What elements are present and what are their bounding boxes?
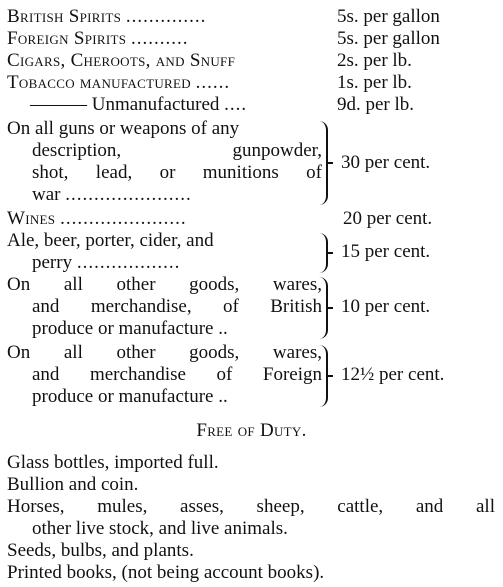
item-label: British Spirits <box>7 6 122 27</box>
item-label: Wines <box>7 208 56 229</box>
item-label: Foreign Spirits <box>7 28 127 49</box>
group-line: On all guns or weapons of any <box>7 118 240 139</box>
leader-dots: .............. <box>125 6 207 27</box>
group-line: war ...................... <box>32 184 192 205</box>
tariff-row-british-spirits <box>7 6 206 28</box>
rate-ale: 15 per cent. <box>341 241 431 262</box>
item-label: Tobacco manufactured <box>7 72 191 93</box>
tariff-row-tobacco-manufactured <box>7 72 230 94</box>
rate-british-spirits: 5s. per gallon <box>337 6 440 27</box>
rate-guns: 30 per cent. <box>341 152 431 173</box>
item-label: Unmanufactured <box>91 94 220 115</box>
list-item: Printed books, (not being account books). <box>7 562 325 583</box>
item-label: Cigars, Cheroots, and Snuff <box>7 50 236 71</box>
tariff-row-wines <box>7 208 187 230</box>
group-line: and merchandise, of British <box>32 296 322 317</box>
leader-dots: .......... <box>130 28 189 49</box>
brace <box>318 121 328 205</box>
rate-tobacco-unmanufactured: 9d. per lb. <box>337 94 415 115</box>
rate-wines: 20 per cent. <box>343 208 433 229</box>
tariff-row-foreign-spirits <box>7 28 188 50</box>
leader-dots: ...................... <box>60 208 187 229</box>
rate-foreign-spirits: 5s. per gallon <box>337 28 440 49</box>
brace <box>318 345 328 407</box>
rate-british-goods: 10 per cent. <box>341 296 431 317</box>
leader-dots: ...................... <box>65 184 192 205</box>
leader-dots: .................. <box>76 252 181 273</box>
group-line: perry .................. <box>32 252 181 273</box>
group-line: On all other goods, wares, <box>7 274 322 295</box>
tariff-row-tobacco-unmanufactured <box>30 94 247 116</box>
group-line: Ale, beer, porter, cider, and <box>7 230 214 251</box>
group-line: On all other goods, wares, <box>7 342 322 363</box>
group-line: shot, lead, or munitions of <box>32 162 322 183</box>
list-item: Horses, mules, asses, sheep, cattle, and all <box>7 496 495 517</box>
free-of-duty-heading: Free of Duty. <box>196 420 307 441</box>
list-item: Bullion and coin. <box>7 474 139 495</box>
brace <box>318 277 328 339</box>
group-line: and merchandise of Foreign <box>32 364 322 385</box>
group-line: produce or manufacture .. <box>32 318 228 339</box>
list-item: Glass bottles, imported full. <box>7 452 219 473</box>
list-item: Seeds, bulbs, and plants. <box>7 540 194 561</box>
brace <box>318 233 328 273</box>
group-line: description, gunpowder, <box>32 140 322 161</box>
rate-tobacco-manufactured: 1s. per lb. <box>337 72 412 93</box>
leader-dots: ...... <box>195 72 231 93</box>
tariff-row-cigars <box>7 50 235 72</box>
group-line: produce or manufacture .. <box>32 386 228 407</box>
rate-cigars: 2s. per lb. <box>337 50 412 71</box>
ditto-dash: ——— <box>30 94 87 115</box>
list-item: other live stock, and live animals. <box>32 518 288 539</box>
rate-foreign-goods: 12½ per cent. <box>341 364 445 385</box>
leader-dots: .... <box>224 94 248 115</box>
